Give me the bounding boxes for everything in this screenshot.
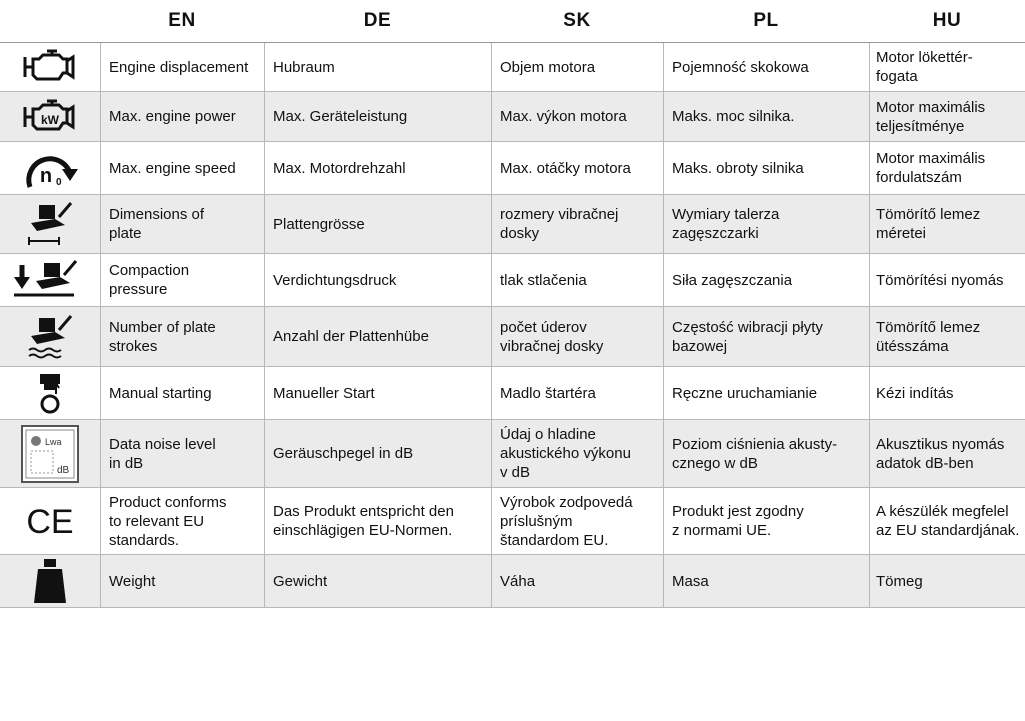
cell-pl: Ręczne uruchamianie xyxy=(663,367,869,419)
svg-text:n: n xyxy=(39,165,53,187)
cell-hu: Tömörítési nyomás xyxy=(869,254,1025,306)
cell-de: Plattengrösse xyxy=(264,195,491,253)
table-row xyxy=(0,555,1025,608)
cell-pl: Masa xyxy=(663,555,869,607)
header-en: EN xyxy=(168,10,196,31)
header-pl: PL xyxy=(753,10,779,31)
svg-text:kW: kW xyxy=(41,112,59,127)
cell-en: Data noise level in dB xyxy=(100,420,264,487)
cell-en: Max. engine speed xyxy=(100,142,264,194)
cell-en: Number of plate strokes xyxy=(100,307,264,366)
cell-de: Manueller Start xyxy=(264,367,491,419)
cell-de: Anzahl der Plattenhübe xyxy=(264,307,491,366)
cell-de: Verdichtungsdruck xyxy=(264,254,491,306)
cell-pl: Siła zagęszczania xyxy=(663,254,869,306)
cell-hu: A készülék megfelel az EU standardjának. xyxy=(869,488,1025,554)
table-row xyxy=(0,254,1025,307)
table-row xyxy=(0,307,1025,367)
noise-icon-label-db: dB xyxy=(57,464,70,476)
cell-hu: Tömörítő lemez méretei xyxy=(869,195,1025,253)
cell-sk: Váha xyxy=(491,555,663,607)
cell-hu: Motor maximális fordulatszám xyxy=(869,142,1025,194)
ce-mark-text: CE xyxy=(26,503,74,541)
noise-level-icon xyxy=(0,420,100,487)
cell-en: Weight xyxy=(100,555,264,607)
cell-pl: Maks. moc silnika. xyxy=(663,92,869,141)
cell-en: Compaction pressure xyxy=(100,254,264,306)
cell-sk: rozmery vibračnej dosky xyxy=(491,195,663,253)
cell-de: Hubraum xyxy=(264,43,491,91)
cell-pl: Poziom ciśnienia akusty- cznego w dB xyxy=(663,420,869,487)
cell-sk: počet úderov vibračnej dosky xyxy=(491,307,663,366)
compaction-pressure-icon xyxy=(0,254,100,306)
cell-en: Product conforms to relevant EU standards. xyxy=(100,488,264,554)
table-row xyxy=(0,92,1025,142)
cell-pl: Częstość wibracji płyty bazowej xyxy=(663,307,869,366)
engine-kw-icon xyxy=(0,92,100,141)
plate-dimensions-icon xyxy=(0,195,100,253)
cell-pl: Pojemność skokowa xyxy=(663,43,869,91)
cell-en: Manual starting xyxy=(100,367,264,419)
header-hu: HU xyxy=(932,10,962,31)
table-header xyxy=(0,0,1025,43)
svg-text:0: 0 xyxy=(56,177,62,188)
plate-strokes-icon xyxy=(0,307,100,366)
cell-de: Gewicht xyxy=(264,555,491,607)
engine-speed-icon xyxy=(0,142,100,194)
cell-en: Dimensions of plate xyxy=(100,195,264,253)
cell-de: Max. Geräteleistung xyxy=(264,92,491,141)
cell-hu: Tömörítő lemez ütésszáma xyxy=(869,307,1025,366)
header-sk: SK xyxy=(563,10,591,31)
cell-sk: Max. výkon motora xyxy=(491,92,663,141)
table-row xyxy=(0,488,1025,555)
cell-hu: Motor maximális teljesítménye xyxy=(869,92,1025,141)
table-row xyxy=(0,420,1025,488)
engine-icon xyxy=(0,43,100,91)
cell-sk: Výrobok zodpovedá príslušným štandardom EU. xyxy=(491,488,663,554)
cell-hu: Tömeg xyxy=(869,555,1025,607)
cell-de: Max. Motordrehzahl xyxy=(264,142,491,194)
cell-en: Engine displacement xyxy=(100,43,264,91)
weight-icon xyxy=(0,555,100,607)
cell-de: Das Produkt entspricht den einschlägigen EU-Normen. xyxy=(264,488,491,554)
cell-de: Geräuschpegel in dB xyxy=(264,420,491,487)
table-row xyxy=(0,367,1025,420)
cell-pl: Maks. obroty silnika xyxy=(663,142,869,194)
cell-hu: Akusztikus nyomás adatok dB-ben xyxy=(869,420,1025,487)
table-row xyxy=(0,43,1025,92)
cell-pl: Produkt jest zgodny z normami UE. xyxy=(663,488,869,554)
noise-icon-label-lwa: Lwa xyxy=(45,436,62,447)
manual-start-icon xyxy=(0,367,100,419)
cell-hu: Kézi indítás xyxy=(869,367,1025,419)
cell-sk: Max. otáčky motora xyxy=(491,142,663,194)
ce-mark-icon xyxy=(0,488,100,554)
cell-sk: tlak stlačenia xyxy=(491,254,663,306)
table-row xyxy=(0,195,1025,254)
cell-pl: Wymiary talerza zagęszczarki xyxy=(663,195,869,253)
cell-sk: Objem motora xyxy=(491,43,663,91)
table-row xyxy=(0,142,1025,195)
cell-hu: Motor lökettér- fogata xyxy=(869,43,1025,91)
cell-sk: Údaj o hladine akustického výkonu v dB xyxy=(491,420,663,487)
cell-en: Max. engine power xyxy=(100,92,264,141)
cell-sk: Madlo štartéra xyxy=(491,367,663,419)
header-de: DE xyxy=(363,10,392,31)
